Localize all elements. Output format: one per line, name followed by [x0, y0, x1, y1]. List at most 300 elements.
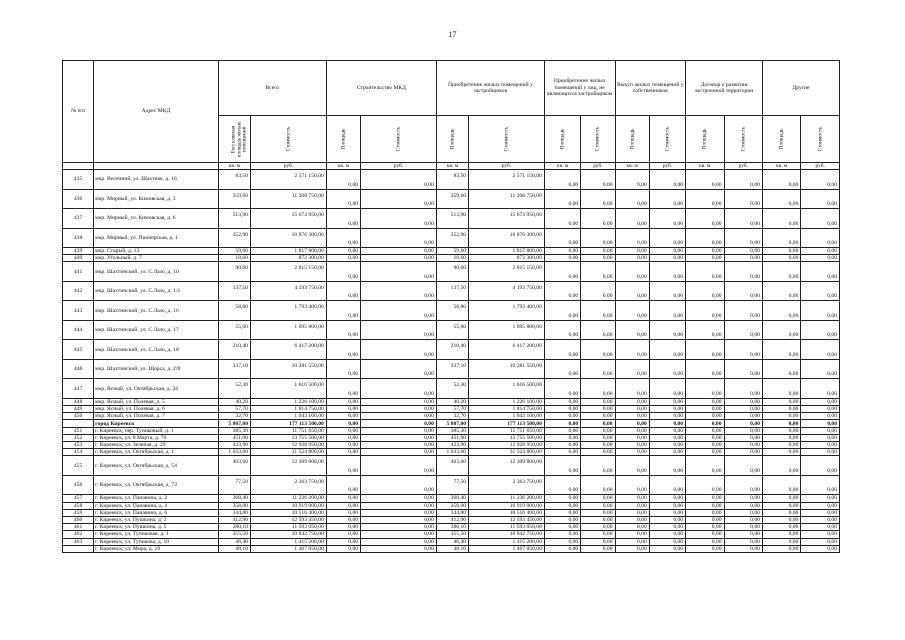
row-construction-cost: 0,00 — [361, 427, 437, 434]
header-num: № п/п — [63, 61, 94, 163]
row-total-area: 57,70 — [218, 406, 250, 413]
row-other-purchase-cost: 0,00 — [581, 449, 615, 456]
row-construction-area: 0,00 — [326, 406, 360, 413]
row-buyout-area: 0,00 — [615, 406, 649, 413]
row-address: г. Киреевск, ул. Пушкина, д. 3 — [94, 516, 219, 523]
row-other-area: 0,00 — [762, 516, 800, 523]
row-construction-cost: 0,00 — [361, 228, 437, 248]
row-construction-cost: 0,00 — [361, 359, 437, 379]
row-purchase-area: 5 807,00 — [436, 420, 468, 427]
row-other-area: 0,00 — [762, 209, 800, 229]
row-buyout-area: 0,00 — [615, 420, 649, 427]
row-purchase-cost: 12 593 450,00 — [469, 516, 545, 523]
row-buyout-area: 0,00 — [615, 545, 649, 552]
row-number: 450 — [63, 413, 94, 420]
row-other-purchase-area: 0,00 — [544, 516, 580, 523]
row-other-area: 0,00 — [762, 427, 800, 434]
row-buyout-cost: 0,00 — [649, 413, 685, 420]
row-agreement-cost: 0,00 — [724, 301, 762, 321]
row-other-cost: 0,00 — [801, 538, 840, 545]
row-construction-area: 0,00 — [326, 255, 360, 262]
row-other-purchase-cost: 0,00 — [581, 228, 615, 248]
row-purchase-area: 48,10 — [436, 545, 468, 552]
row-buyout-area: 0,00 — [615, 442, 649, 449]
row-address: мкр. Шахтинский, ул. С.Лазо, д. 16 — [94, 301, 219, 321]
unit-area: кв. м — [436, 163, 468, 170]
row-construction-cost: 0,00 — [361, 170, 437, 190]
row-number: 446 — [63, 359, 94, 379]
row-agreement-area: 0,00 — [686, 189, 724, 209]
table-row — [63, 189, 840, 209]
row-purchase-cost: 12 309 800,00 — [469, 456, 545, 476]
unit-area: кв. м — [544, 163, 580, 170]
row-other-purchase-cost: 0,00 — [581, 398, 615, 405]
row-other-cost: 0,00 — [801, 524, 840, 531]
row-address: г. Киреевск, ул. Тупикова, д. 10 — [94, 538, 219, 545]
row-agreement-area: 0,00 — [686, 434, 724, 441]
row-purchase-area: 359,60 — [436, 189, 468, 209]
row-agreement-cost: 0,00 — [724, 170, 762, 190]
row-agreement-cost: 0,00 — [724, 255, 762, 262]
row-total-area: 48,10 — [218, 545, 250, 552]
row-purchase-area: 451,00 — [436, 434, 468, 441]
row-agreement-cost: 0,00 — [724, 524, 762, 531]
row-other-area: 0,00 — [762, 413, 800, 420]
subheader-cost: Стоимость — [649, 116, 685, 163]
row-buyout-cost: 0,00 — [649, 340, 685, 360]
row-number: 437 — [63, 209, 94, 229]
row-construction-area: 0,00 — [326, 545, 360, 552]
row-address: г. Киреевск, ул. Октябрьская, д. 54 — [94, 456, 219, 476]
row-other-cost: 0,00 — [801, 531, 840, 538]
row-construction-area: 0,00 — [326, 340, 360, 360]
row-total-area: 46,40 — [218, 538, 250, 545]
header-other: Другие — [762, 61, 839, 116]
header-purchase-other: Приобретение жилых помещений у лиц, не являющихся застройщиком — [544, 61, 615, 116]
row-number: 460 — [63, 516, 94, 523]
row-other-purchase-area: 0,00 — [544, 189, 580, 209]
table-row — [63, 442, 840, 449]
row-other-area: 0,00 — [762, 538, 800, 545]
row-buyout-cost: 0,00 — [649, 434, 685, 441]
row-other-cost: 0,00 — [801, 209, 840, 229]
table-row — [63, 475, 840, 495]
row-other-area: 0,00 — [762, 398, 800, 405]
table-row — [63, 281, 840, 301]
row-agreement-cost: 0,00 — [724, 475, 762, 495]
row-address: мкр. Мирный, ул. Кимовская, д. 6 — [94, 209, 219, 229]
row-agreement-cost: 0,00 — [724, 398, 762, 405]
row-purchase-area: 352,90 — [436, 228, 468, 248]
header-total: Всего — [218, 61, 326, 116]
row-address: мкр. Шахтинский, ул. С.Лазо, д. 10 — [94, 262, 219, 282]
row-agreement-cost: 0,00 — [724, 359, 762, 379]
row-construction-area: 0,00 — [326, 420, 360, 427]
row-other-purchase-cost: 0,00 — [581, 427, 615, 434]
row-buyout-cost: 0,00 — [649, 509, 685, 516]
row-total-area: 83,50 — [218, 170, 250, 190]
table-row — [63, 379, 840, 399]
row-other-purchase-cost: 0,00 — [581, 531, 615, 538]
row-buyout-cost: 0,00 — [649, 320, 685, 340]
row-construction-cost: 0,00 — [361, 398, 437, 405]
row-other-area: 0,00 — [762, 545, 800, 552]
row-purchase-cost: 1 814 750,00 — [469, 406, 545, 413]
row-construction-cost: 0,00 — [361, 406, 437, 413]
row-total-cost: 15 673 950,00 — [250, 209, 326, 229]
row-total-area: 355,50 — [218, 531, 250, 538]
row-purchase-area: 40,20 — [436, 398, 468, 405]
row-construction-cost: 0,00 — [361, 538, 437, 545]
row-construction-cost: 0,00 — [361, 449, 437, 456]
row-construction-cost: 0,00 — [361, 442, 437, 449]
table-row — [63, 531, 840, 538]
row-other-area: 0,00 — [762, 248, 800, 255]
row-other-purchase-cost: 0,00 — [581, 502, 615, 509]
subheader-area: Площадь — [686, 116, 724, 163]
row-buyout-cost: 0,00 — [649, 255, 685, 262]
subheader-area: Площадь — [436, 116, 468, 163]
row-other-cost: 0,00 — [801, 248, 840, 255]
row-other-area: 0,00 — [762, 524, 800, 531]
row-agreement-cost: 0,00 — [724, 209, 762, 229]
row-other-purchase-cost: 0,00 — [581, 509, 615, 516]
row-other-purchase-cost: 0,00 — [581, 209, 615, 229]
row-address: г. Киреевск, пер. Тупиковый, д. 1 — [94, 427, 219, 434]
row-other-cost: 0,00 — [801, 398, 840, 405]
row-other-cost: 0,00 — [801, 170, 840, 190]
row-purchase-area: 59,60 — [436, 248, 468, 255]
row-construction-cost: 0,00 — [361, 262, 437, 282]
row-other-purchase-cost: 0,00 — [581, 495, 615, 502]
row-purchase-area: 77,50 — [436, 475, 468, 495]
row-other-purchase-cost: 0,00 — [581, 434, 615, 441]
row-total-cost: 10 842 750,00 — [250, 531, 326, 538]
unit-cost: руб. — [361, 163, 437, 170]
row-other-purchase-cost: 0,00 — [581, 538, 615, 545]
row-other-area: 0,00 — [762, 281, 800, 301]
table-row — [63, 262, 840, 282]
row-other-purchase-area: 0,00 — [544, 209, 580, 229]
row-total-area: 59,60 — [218, 248, 250, 255]
row-other-cost: 0,00 — [801, 255, 840, 262]
row-number: 443 — [63, 301, 94, 321]
row-purchase-area: 90,60 — [436, 262, 468, 282]
row-other-cost: 0,00 — [801, 340, 840, 360]
row-construction-cost: 0,00 — [361, 379, 437, 399]
row-agreement-area: 0,00 — [686, 406, 724, 413]
row-other-purchase-cost: 0,00 — [581, 170, 615, 190]
row-agreement-area: 0,00 — [686, 509, 724, 516]
row-number: 457 — [63, 495, 94, 502]
row-construction-area: 0,00 — [326, 502, 360, 509]
row-other-area: 0,00 — [762, 406, 800, 413]
row-other-area: 0,00 — [762, 255, 800, 262]
row-other-purchase-area: 0,00 — [544, 538, 580, 545]
row-other-area: 0,00 — [762, 495, 800, 502]
row-construction-area: 0,00 — [326, 538, 360, 545]
row-address: мкр. Угольный, д. 7 — [94, 255, 219, 262]
table-row — [63, 456, 840, 476]
row-other-purchase-area: 0,00 — [544, 495, 580, 502]
row-total-area: 513,90 — [218, 209, 250, 229]
subtotal-row — [63, 420, 840, 427]
row-other-purchase-area: 0,00 — [544, 170, 580, 190]
row-other-purchase-cost: 0,00 — [581, 545, 615, 552]
row-number: 451 — [63, 427, 94, 434]
row-buyout-area: 0,00 — [615, 301, 649, 321]
row-number: 438 — [63, 228, 94, 248]
row-construction-area: 0,00 — [326, 427, 360, 434]
row-buyout-cost: 0,00 — [649, 524, 685, 531]
row-buyout-cost: 0,00 — [649, 516, 685, 523]
row-buyout-area: 0,00 — [615, 262, 649, 282]
table-row — [63, 538, 840, 545]
row-construction-cost: 0,00 — [361, 340, 437, 360]
row-buyout-cost: 0,00 — [649, 170, 685, 190]
row-purchase-area: 403,60 — [436, 456, 468, 476]
table-row — [63, 228, 840, 248]
row-address: г. Киреевск, ул. Пушкина, д. 5 — [94, 524, 219, 531]
subheader-cost: Стоимость — [361, 116, 437, 163]
row-purchase-cost: 872 300,00 — [469, 255, 545, 262]
row-agreement-area: 0,00 — [686, 475, 724, 495]
unit-cost: руб. — [649, 163, 685, 170]
row-construction-cost: 0,00 — [361, 531, 437, 538]
row-total-area: 368,40 — [218, 495, 250, 502]
table-row — [63, 495, 840, 502]
row-construction-area: 0,00 — [326, 170, 360, 190]
row-buyout-cost: 0,00 — [649, 228, 685, 248]
row-agreement-cost: 0,00 — [724, 495, 762, 502]
row-buyout-cost: 0,00 — [649, 475, 685, 495]
row-agreement-area: 0,00 — [686, 413, 724, 420]
row-purchase-cost: 1 817 800,00 — [469, 248, 545, 255]
row-agreement-area: 0,00 — [686, 442, 724, 449]
row-buyout-area: 0,00 — [615, 413, 649, 420]
row-buyout-cost: 0,00 — [649, 359, 685, 379]
row-other-cost: 0,00 — [801, 228, 840, 248]
row-other-purchase-area: 0,00 — [544, 406, 580, 413]
row-other-purchase-cost: 0,00 — [581, 281, 615, 301]
row-agreement-cost: 0,00 — [724, 531, 762, 538]
row-total-area: 137,50 — [218, 281, 250, 301]
row-construction-cost: 0,00 — [361, 509, 437, 516]
row-buyout-cost: 0,00 — [649, 301, 685, 321]
row-purchase-area: 385,30 — [436, 427, 468, 434]
row-agreement-area: 0,00 — [686, 359, 724, 379]
row-purchase-cost: 1 467 050,00 — [469, 545, 545, 552]
row-buyout-cost: 0,00 — [649, 281, 685, 301]
row-other-purchase-cost: 0,00 — [581, 420, 615, 427]
row-other-purchase-cost: 0,00 — [581, 255, 615, 262]
row-other-purchase-cost: 0,00 — [581, 442, 615, 449]
row-other-area: 0,00 — [762, 502, 800, 509]
row-number: 442 — [63, 281, 94, 301]
row-total-cost: 1 467 050,00 — [250, 545, 326, 552]
row-total-cost: 11 751 650,00 — [250, 427, 326, 434]
row-other-purchase-cost: 0,00 — [581, 516, 615, 523]
row-purchase-cost: 10 919 000,00 — [469, 502, 545, 509]
table-row — [63, 320, 840, 340]
row-total-area: 1 033,60 — [218, 449, 250, 456]
row-construction-area: 0,00 — [326, 524, 360, 531]
row-other-cost: 0,00 — [801, 413, 840, 420]
row-construction-cost: 0,00 — [361, 255, 437, 262]
row-total-cost: 872 300,00 — [250, 255, 326, 262]
unit-cost: руб. — [469, 163, 545, 170]
row-other-purchase-cost: 0,00 — [581, 189, 615, 209]
row-address: г. Киреевск, ул. Тупиковая, д. 1 — [94, 531, 219, 538]
header-purchase-developer: Приобретение жилых помещений у застройщиков — [436, 61, 544, 116]
row-agreement-area: 0,00 — [686, 320, 724, 340]
row-construction-area: 0,00 — [326, 475, 360, 495]
row-number: 440 — [63, 255, 94, 262]
row-total-cost: 2 815 150,00 — [250, 262, 326, 282]
row-address: мкр. Ясный, ул. Полевая, д. 5 — [94, 398, 219, 405]
row-other-purchase-area: 0,00 — [544, 301, 580, 321]
row-other-purchase-cost: 0,00 — [581, 262, 615, 282]
row-other-purchase-cost: 0,00 — [581, 475, 615, 495]
row-total-area: 412,90 — [218, 516, 250, 523]
row-number: 444 — [63, 320, 94, 340]
row-number: 449 — [63, 406, 94, 413]
row-other-cost: 0,00 — [801, 420, 840, 427]
row-total-cost: 10 919 000,00 — [250, 502, 326, 509]
row-construction-area: 0,00 — [326, 379, 360, 399]
table-row — [63, 359, 840, 379]
row-purchase-cost: 2 363 750,00 — [469, 475, 545, 495]
row-agreement-area: 0,00 — [686, 545, 724, 552]
row-total-cost: 11 593 050,00 — [250, 524, 326, 531]
row-purchase-area: 137,50 — [436, 281, 468, 301]
unit-cost: руб. — [250, 163, 326, 170]
row-total-cost: 177 113 500,00 — [250, 420, 326, 427]
table-row — [63, 398, 840, 405]
row-buyout-cost: 0,00 — [649, 262, 685, 282]
row-agreement-cost: 0,00 — [724, 538, 762, 545]
row-purchase-area: 412,90 — [436, 516, 468, 523]
units-row — [63, 163, 840, 170]
unit-cost: руб. — [801, 163, 840, 170]
row-other-cost: 0,00 — [801, 320, 840, 340]
row-other-purchase-area: 0,00 — [544, 475, 580, 495]
row-construction-area: 0,00 — [326, 509, 360, 516]
row-purchase-cost: 1 695 800,00 — [469, 320, 545, 340]
row-address: г. Киреевск, ул. Октябрьская, д. 1 — [94, 449, 219, 456]
row-purchase-area: 58,80 — [436, 301, 468, 321]
row-agreement-area: 0,00 — [686, 262, 724, 282]
row-agreement-cost: 0,00 — [724, 262, 762, 282]
row-other-purchase-area: 0,00 — [544, 379, 580, 399]
row-other-purchase-cost: 0,00 — [581, 406, 615, 413]
row-total-area: 40,20 — [218, 398, 250, 405]
row-purchase-cost: 31 524 800,00 — [469, 449, 545, 456]
unit-cost: руб. — [581, 163, 615, 170]
row-total-area: 5 807,00 — [218, 420, 250, 427]
subheader-cost: Стоимость — [469, 116, 545, 163]
row-buyout-area: 0,00 — [615, 531, 649, 538]
row-address: мкр. Мирный, ул. Кимовская, д. 3 — [94, 189, 219, 209]
row-number: 448 — [63, 398, 94, 405]
row-construction-area: 0,00 — [326, 495, 360, 502]
row-other-cost: 0,00 — [801, 427, 840, 434]
row-buyout-cost: 0,00 — [649, 398, 685, 405]
unit-cost: руб. — [724, 163, 762, 170]
subheader-area: Площадь — [762, 116, 800, 163]
row-construction-cost: 0,00 — [361, 320, 437, 340]
row-purchase-cost: 1 226 100,00 — [469, 398, 545, 405]
table-row — [63, 524, 840, 531]
row-buyout-area: 0,00 — [615, 516, 649, 523]
header-construction: Строительство МКД — [326, 61, 436, 116]
row-other-purchase-area: 0,00 — [544, 340, 580, 360]
row-total-area: 90,60 — [218, 262, 250, 282]
row-other-area: 0,00 — [762, 434, 800, 441]
row-total-cost: 1 226 100,00 — [250, 398, 326, 405]
row-buyout-area: 0,00 — [615, 170, 649, 190]
row-agreement-cost: 0,00 — [724, 456, 762, 476]
table-row — [63, 434, 840, 441]
row-number — [63, 545, 94, 552]
row-total-area: 423,90 — [218, 442, 250, 449]
row-other-area: 0,00 — [762, 189, 800, 209]
table-row — [63, 255, 840, 262]
row-other-cost: 0,00 — [801, 495, 840, 502]
row-address: город Киреевск — [94, 420, 219, 427]
row-other-area: 0,00 — [762, 340, 800, 360]
row-buyout-cost: 0,00 — [649, 545, 685, 552]
row-purchase-area: 358,00 — [436, 502, 468, 509]
row-total-cost: 1 616 500,00 — [250, 379, 326, 399]
row-buyout-area: 0,00 — [615, 449, 649, 456]
row-other-purchase-area: 0,00 — [544, 281, 580, 301]
row-total-cost: 10 281 550,00 — [250, 359, 326, 379]
table-row — [63, 413, 840, 420]
row-purchase-cost: 15 673 950,00 — [469, 209, 545, 229]
row-other-area: 0,00 — [762, 301, 800, 321]
row-other-cost: 0,00 — [801, 359, 840, 379]
row-total-area: 359,60 — [218, 189, 250, 209]
row-construction-cost: 0,00 — [361, 434, 437, 441]
row-other-cost: 0,00 — [801, 456, 840, 476]
row-total-cost: 12 309 800,00 — [250, 456, 326, 476]
row-agreement-cost: 0,00 — [724, 502, 762, 509]
row-buyout-cost: 0,00 — [649, 209, 685, 229]
row-other-area: 0,00 — [762, 320, 800, 340]
row-total-cost: 12 928 950,00 — [250, 442, 326, 449]
row-buyout-cost: 0,00 — [649, 495, 685, 502]
row-agreement-area: 0,00 — [686, 255, 724, 262]
row-number: 456 — [63, 475, 94, 495]
row-agreement-area: 0,00 — [686, 427, 724, 434]
row-total-area: 385,30 — [218, 427, 250, 434]
row-agreement-cost: 0,00 — [724, 379, 762, 399]
table-row — [63, 406, 840, 413]
row-address: мкр. Шахтинский, ул. С.Лазо, д. 18 — [94, 340, 219, 360]
table-body — [63, 170, 840, 553]
row-total-cost: 13 755 500,00 — [250, 434, 326, 441]
row-buyout-area: 0,00 — [615, 538, 649, 545]
row-construction-area: 0,00 — [326, 281, 360, 301]
row-other-cost: 0,00 — [801, 301, 840, 321]
row-construction-area: 0,00 — [326, 531, 360, 538]
row-total-cost: 10 516 400,00 — [250, 509, 326, 516]
row-address: г. Киреевск, ул. Панавина, д. 2 — [94, 495, 219, 502]
table-row — [63, 545, 840, 552]
row-construction-area: 0,00 — [326, 442, 360, 449]
row-construction-cost: 0,00 — [361, 209, 437, 229]
